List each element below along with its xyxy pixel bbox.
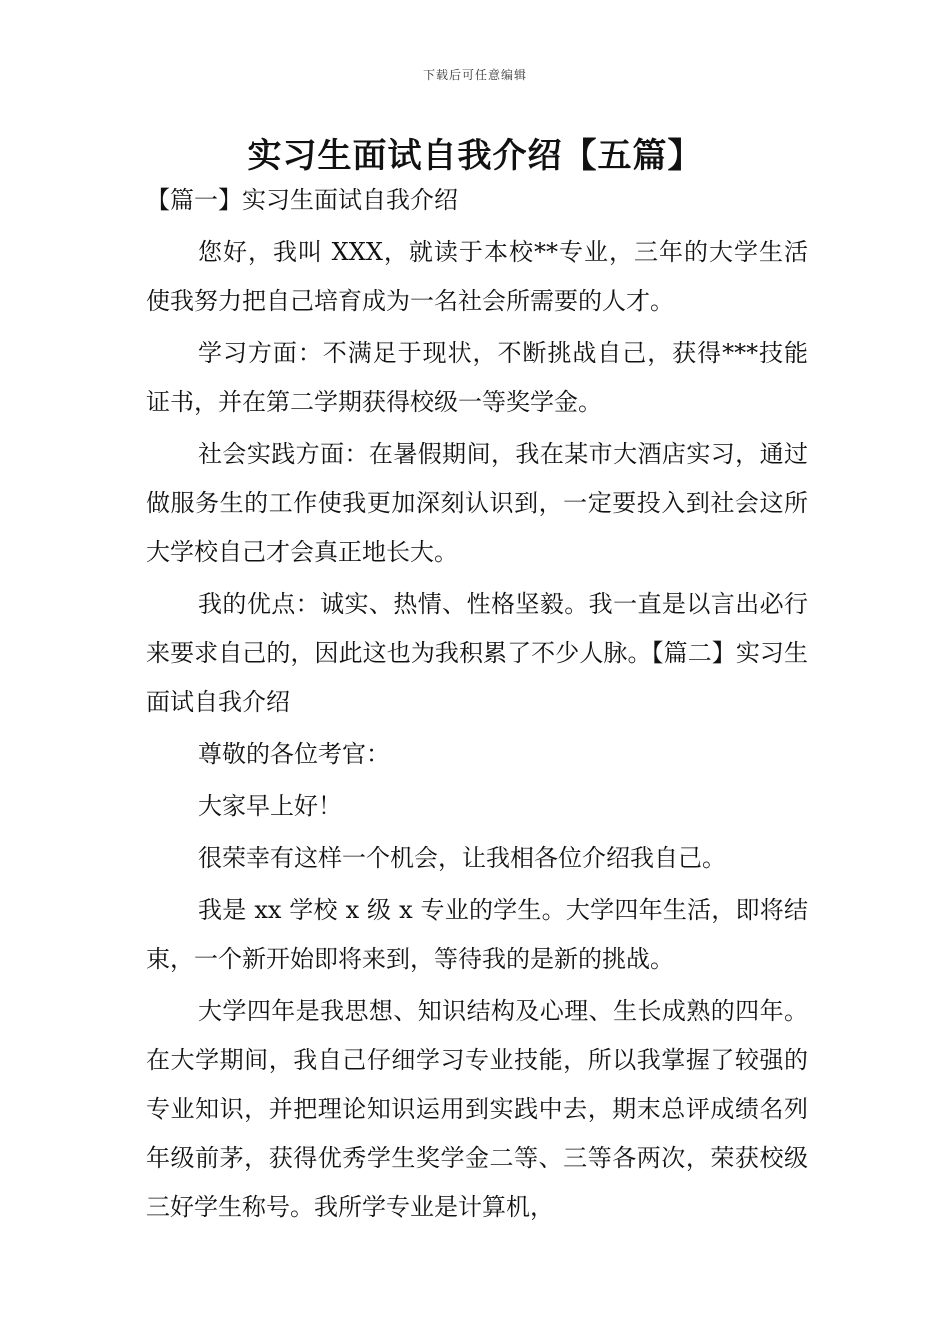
body-paragraph: 很荣幸有这样一个机会，让我相各位介绍我自己。 — [198, 844, 726, 872]
document-title: 实习生面试自我介绍【五篇】 — [247, 136, 703, 176]
body-paragraph: 尊敬的各位考官： — [198, 740, 390, 768]
body-paragraph: 您好，我叫 XXX，就读于本校**专业，三年的大学生活使我努力把自己培育成为一名社会所需要的人才。 — [146, 238, 808, 315]
body-paragraph: 大学四年是我思想、知识结构及心理、生长成熟的四年。在大学期间，我自己仔细学习专业技能，所以我掌握了较强的专业知识，并把理论知识运用到实践中去，期末总评成绩名列年级前茅，获得优秀学生奖学金二等、三等各两次，荣获校级三好学生称号。我所学专业是计算机， — [146, 997, 808, 1221]
body-paragraph: 我的优点：诚实、热情、性格坚毅。我一直是以言出必行来要求自己的，因此这也为我积累了不少人脉。【篇二】实习生面试自我介绍 — [146, 590, 808, 716]
body-paragraph: 我是 xx 学校 x 级 x 专业的学生。大学四年生活，即将结束，一个新开始即将来到，等待我的是新的挑战。 — [146, 896, 808, 973]
section-heading-1: 【篇一】实习生面试自我介绍 — [146, 186, 458, 214]
body-paragraph: 社会实践方面：在暑假期间，我在某市大酒店实习，通过做服务生的工作使我更加深刻认识到，一定要投入到社会这所大学校自己才会真正地长大。 — [146, 440, 808, 566]
body-paragraph: 学习方面：不满足于现状，不断挑战自己，获得***技能证书，并在第二学期获得校级一等奖学金。 — [146, 339, 808, 416]
header-note: 下载后可任意编辑 — [422, 68, 527, 82]
body-paragraph: 大家早上好！ — [198, 792, 342, 820]
document-body — [146, 176, 808, 1232]
